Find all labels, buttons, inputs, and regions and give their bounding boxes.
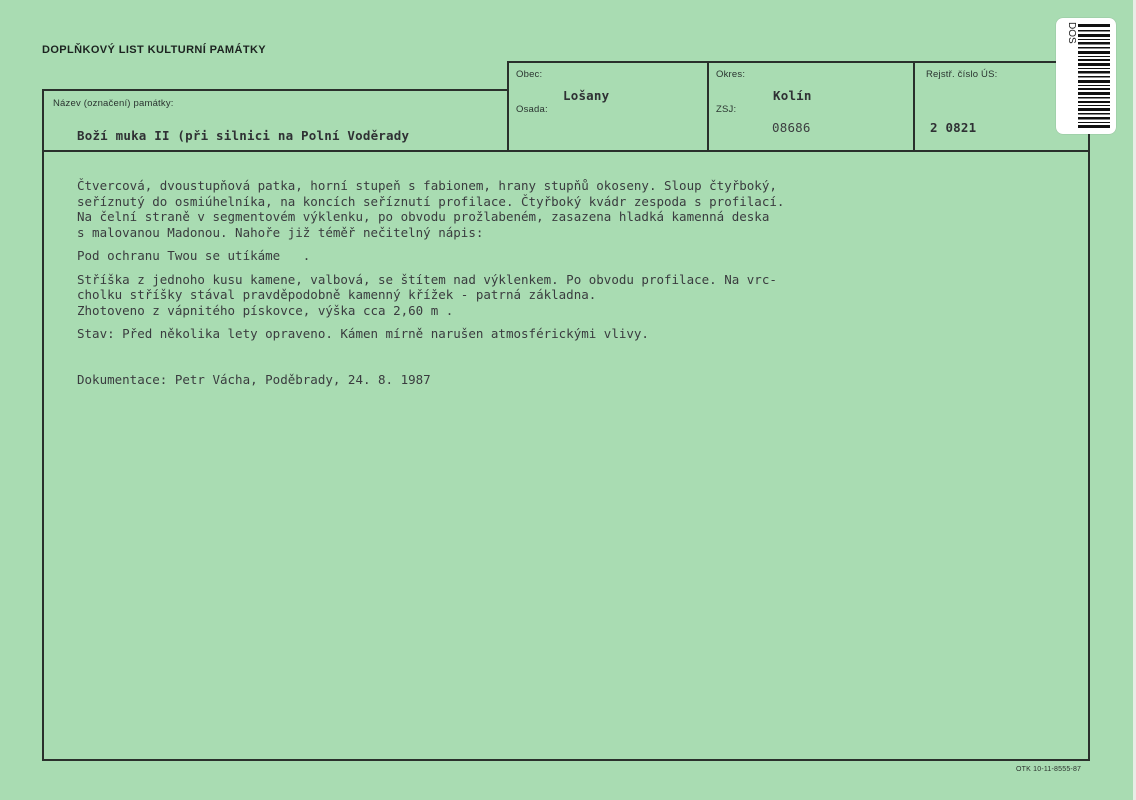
left-border bbox=[42, 89, 44, 761]
nazev-label: Název (označení) památky: bbox=[53, 98, 174, 109]
zsj-value: 08686 bbox=[772, 120, 811, 135]
right-border bbox=[1088, 61, 1090, 761]
divider-okres bbox=[707, 61, 709, 152]
form-title: DOPLŇKOVÝ LIST KULTURNÍ PAMÁTKY bbox=[42, 44, 267, 56]
name-box-top-rule bbox=[42, 89, 509, 91]
documentation-line: Dokumentace: Petr Vácha, Poděbrady, 24. 8. 1987 bbox=[77, 371, 431, 387]
rejstr-value: 2 0821 bbox=[930, 120, 977, 135]
divider-rejstr bbox=[913, 61, 915, 152]
zsj-label: ZSJ: bbox=[716, 104, 737, 115]
obec-value: Lošany bbox=[563, 88, 610, 103]
nazev-value: Boží muka II (při silnici na Polní Voděrady bbox=[77, 128, 410, 143]
rejstr-label: Rejstř. číslo ÚS: bbox=[926, 69, 998, 80]
inscription-line: Pod ochranu Twou se utíkáme . bbox=[77, 248, 311, 263]
okres-value: Kolín bbox=[773, 88, 812, 103]
body-line: Zhotoveno z vápnitého pískovce, výška cca 2,60 m . bbox=[77, 302, 454, 318]
condition-line: Stav: Před několika lety opraveno. Kámen mírně narušen atmosférickými vlivy. bbox=[77, 326, 649, 341]
body-line: Na čelní straně v segmentovém výklenku, po obvodu prožlabeném, zasazena hladká kamenná deska bbox=[77, 209, 770, 224]
footer-print-code: OTK 10-11-8555-87 bbox=[1016, 766, 1082, 773]
header-bottom-rule bbox=[42, 150, 1090, 152]
barcode-icon bbox=[1078, 24, 1110, 128]
body-line: cholku stříšky stával pravděpodobně kamenný křížek - patrná základna. bbox=[77, 287, 597, 302]
bottom-border bbox=[42, 759, 1090, 761]
body-line: s malovanou Madonou. Nahoře již téměř nečitelný nápis: bbox=[77, 224, 484, 240]
description-body bbox=[77, 178, 1017, 387]
barcode-label: DOS bbox=[1066, 22, 1077, 44]
top-rule-right bbox=[508, 61, 1090, 63]
divider-obec bbox=[507, 61, 509, 152]
osada-label: Osada: bbox=[516, 104, 548, 115]
body-line: Čtvercová, dvoustupňová patka, horní stupeň s fabionem, hrany stupňů okoseny. Sloup čtyřboký, bbox=[77, 178, 777, 193]
body-line: Stříška z jednoho kusu kamene, valbová, se štítem nad výklenkem. Po obvodu profilace. Na vrc- bbox=[77, 271, 777, 287]
body-line: seříznutý do osmiúhelníka, na koncích seříznutí profilace. Čtyřboký kvádr zespoda s profilací. bbox=[77, 193, 785, 209]
obec-label: Obec: bbox=[516, 69, 543, 80]
okres-label: Okres: bbox=[716, 69, 746, 80]
